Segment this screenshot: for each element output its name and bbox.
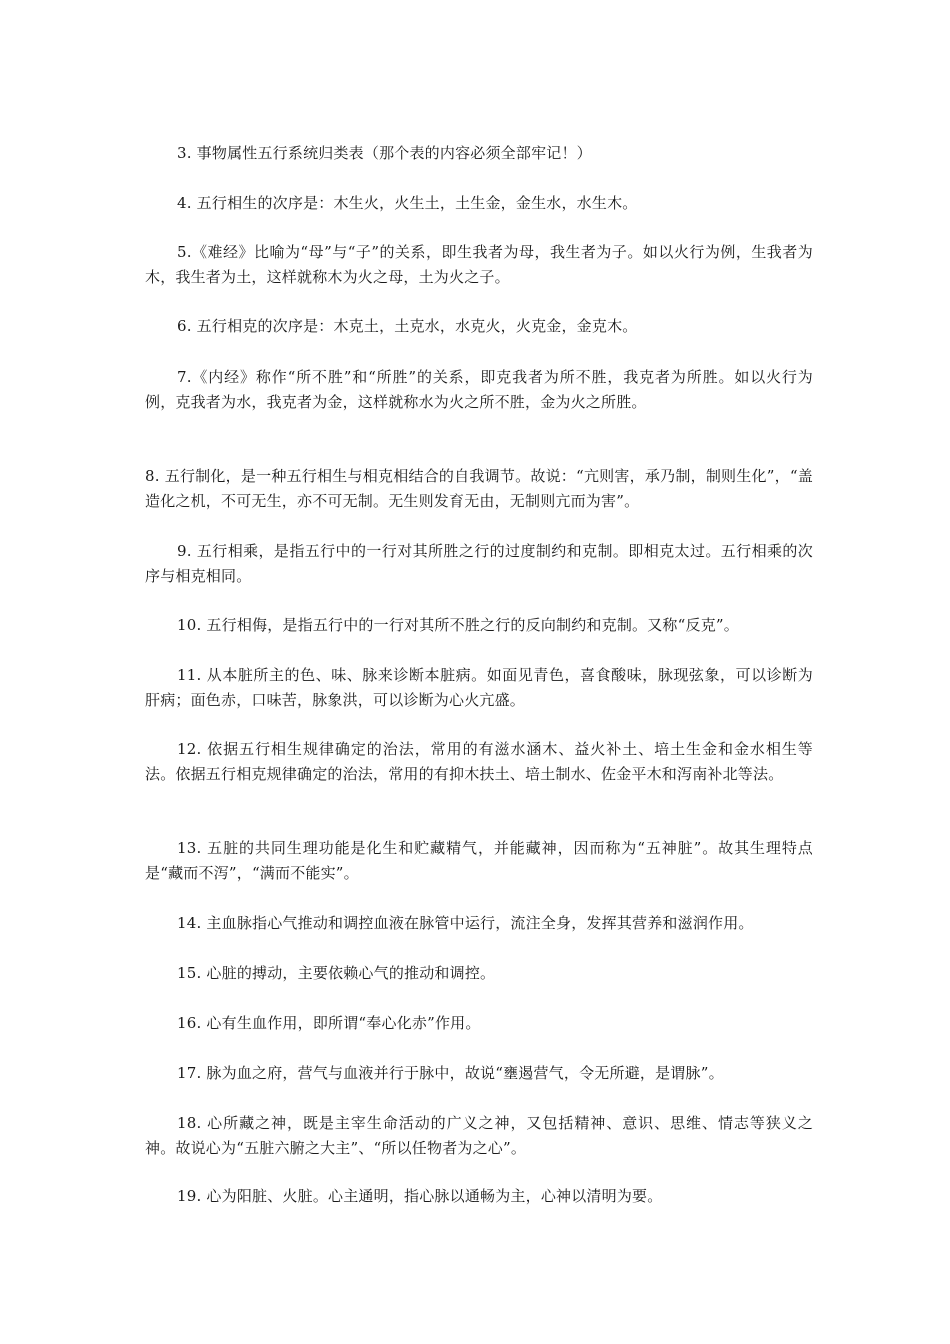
- paragraph-12: 12. 依据五行相生规律确定的治法，常用的有滋水涵木、益火补土、培土生金和金水相生等法。依据五行相克规律确定的治法，常用的有抑木扶土、培土制水、佐金平木和泻南补北等法。: [145, 740, 813, 783]
- paragraph-17: 17. 脉为血之府，营气与血液并行于脉中，故说“壅遏营气，令无所避，是谓脉”。: [177, 1064, 724, 1082]
- paragraph-14: 14. 主血脉指心气推动和调控血液在脉管中运行，流注全身，发挥其营养和滋润作用。: [177, 914, 754, 932]
- paragraph-13: 13. 五脏的共同生理功能是化生和贮藏精气，并能藏神，因而称为“五神脏”。故其生理特点是“藏而不泻”，“满而不能实”。: [145, 839, 813, 882]
- paragraph-3: 3. 事物属性五行系统归类表（那个表的内容必须全部牢记！）: [177, 144, 592, 162]
- paragraph-19: 19. 心为阳脏、火脏。心主通明，指心脉以通畅为主，心神以清明为要。: [177, 1187, 663, 1205]
- paragraph-18: 18. 心所藏之神，既是主宰生命活动的广义之神，又包括精神、意识、思维、情志等狭义之神。故说心为“五脏六腑之大主”、“所以任物者为之心”。: [145, 1114, 813, 1157]
- paragraph-8: 8. 五行制化，是一种五行相生与相克相结合的自我调节。故说：“亢则害，承乃制，制则生化”，“盖造化之机，不可无生，亦不可无制。无生则发育无由，无制则亢而为害”。: [145, 467, 813, 510]
- paragraph-4: 4. 五行相生的次序是：木生火，火生土，土生金，金生水，水生木。: [177, 194, 638, 212]
- paragraph-6: 6. 五行相克的次序是：木克土，土克水，水克火，火克金，金克木。: [177, 317, 638, 335]
- paragraph-16: 16. 心有生血作用，即所谓“奉心化赤”作用。: [177, 1014, 481, 1032]
- paragraph-7: 7.《内经》称作“所不胜”和“所胜”的关系，即克我者为所不胜，我克者为所胜。如以火行为例，克我者为水，我克者为金，这样就称水为火之所不胜，金为火之所胜。: [145, 368, 813, 411]
- paragraph-10: 10. 五行相侮，是指五行中的一行对其所不胜之行的反向制约和克制。又称“反克”。: [177, 616, 739, 634]
- paragraph-9: 9. 五行相乘，是指五行中的一行对其所胜之行的过度制约和克制。即相克太过。五行相乘的次序与相克相同。: [145, 542, 813, 585]
- paragraph-11: 11. 从本脏所主的色、味、脉来诊断本脏病。如面见青色，喜食酸味，脉现弦象，可以诊断为肝病；面色赤，口味苦，脉象洪，可以诊断为心火亢盛。: [145, 666, 813, 709]
- paragraph-15: 15. 心脏的搏动，主要依赖心气的推动和调控。: [177, 964, 496, 982]
- paragraph-5: 5.《难经》比喻为“母”与“子”的关系，即生我者为母，我生者为子。如以火行为例，生我者为木，我生者为土，这样就称木为火之母，土为火之子。: [145, 243, 813, 286]
